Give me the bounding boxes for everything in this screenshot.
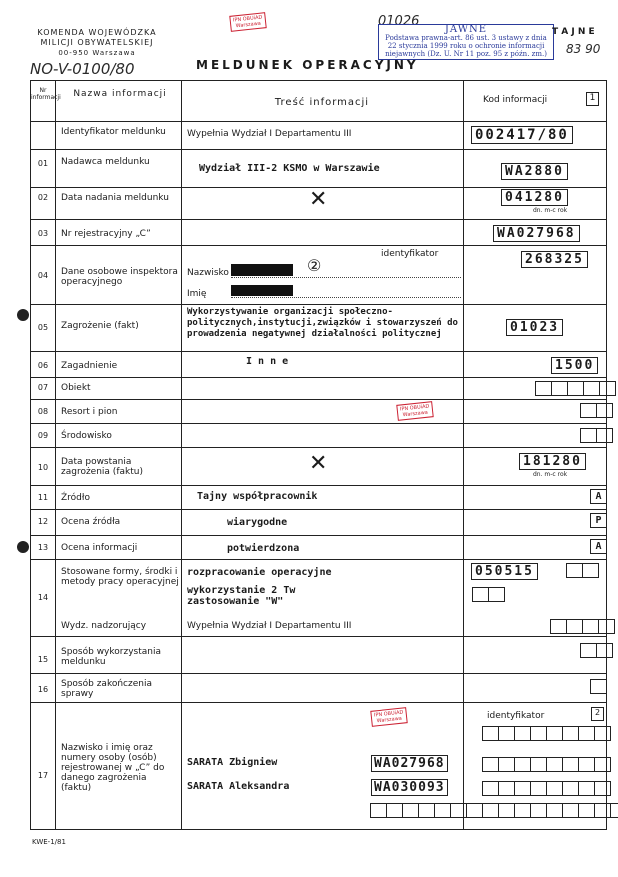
row-11-content: Tajny współpracownik: [197, 491, 318, 502]
document-title: MELDUNEK OPERACYJNY: [196, 58, 419, 72]
row-12-code: P: [590, 513, 607, 528]
row-16-code-box: [591, 679, 607, 694]
row-14-supervisor-boxes: [551, 619, 615, 634]
org-header: [32, 28, 162, 58]
row-07-num: 07: [37, 383, 49, 392]
row-09-num: 09: [37, 431, 49, 440]
handwritten-right: 83 90: [566, 42, 601, 56]
row-08-label: Resort i pion: [61, 407, 118, 417]
row-17-num: 17: [37, 771, 49, 780]
row-14-content-2: wykorzystanie 2 Tw: [187, 585, 296, 596]
ipn-stamp-top: IPN OBUiAD Warszawa: [229, 12, 266, 32]
row-11-code-box: [591, 489, 607, 504]
row-05-num: 05: [37, 323, 49, 332]
row-15-num: 15: [37, 655, 49, 664]
form-code: KWE-1/81: [32, 838, 66, 846]
row-13-code: A: [590, 539, 607, 554]
row-10-label: Data powstania zagrożenia (faktu): [61, 457, 143, 477]
row-12-label: Ocena źródła: [61, 517, 121, 527]
row-12-code-box: [591, 513, 607, 528]
row-id-code: 002417/80: [471, 126, 573, 144]
row-17-label: Nazwisko i imię oraz numery osoby (osób) rejestrowanej w „C” do danego zagrożenia (faktu): [61, 743, 165, 793]
row-04-num: 04: [37, 271, 49, 280]
org-line-1: KOMENDA WOJEWÓDZKA: [37, 28, 157, 37]
ipn-stamp-bottom: IPN OBUiAD Warszawa: [370, 707, 407, 727]
row-10-num: 10: [37, 463, 49, 472]
form-grid: [30, 80, 607, 830]
row-17-ident-num: 2: [591, 707, 604, 721]
person-2-name: SARATA Aleksandra: [187, 781, 290, 792]
row-13-content: potwierdzona: [227, 543, 300, 554]
row-14-content-3: zastosowanie "W": [187, 596, 284, 607]
col-code-header: Kod informacji: [483, 95, 548, 105]
row-04-label: Dane osobowe inspektora operacyjnego: [61, 267, 178, 287]
ipn-stamp-middle: IPN OBUiAD Warszawa: [396, 401, 433, 421]
row-16-num: 16: [37, 685, 49, 694]
row-01-num: 01: [37, 159, 49, 168]
jawne-title: JAWNE: [444, 24, 488, 35]
row-13-code-box: [591, 539, 607, 554]
jawne-stamp: [378, 24, 554, 60]
row-04-ident-label: identyfikator: [381, 249, 439, 259]
tajne-label: T A J N E: [552, 27, 595, 37]
cross-mark-02: ✕: [309, 187, 328, 212]
col-content-header: Treść informacji: [274, 97, 370, 108]
row-05-content: Wykorzystywanie organizacji społeczno-politycznych,instytucji,związków i stowarzyszeń do prowadzenia negatywnej działalności politycznej: [187, 307, 458, 339]
row-10-code-sub: dn. m-c rok: [533, 471, 568, 478]
row-03-code: WA027968: [493, 225, 580, 242]
org-line-2: MILICJI OBYWATELSKIEJ: [40, 38, 154, 47]
row-16-label: Sposób zakończenia sprawy: [61, 679, 152, 699]
row-14-content: rozpracowanie operacyjne: [187, 567, 332, 578]
row-01-content: Wydział III-2 KSMO w Warszawie: [199, 163, 380, 174]
row-10-code: 181280: [519, 453, 586, 470]
row-14-code-boxes-b: [473, 587, 505, 602]
redaction-name: [231, 285, 293, 296]
row-14-code: 050515: [471, 563, 538, 580]
person-3-boxes: [371, 803, 618, 818]
circled-number: ②: [307, 256, 322, 275]
person-2-extra-boxes: [483, 781, 611, 796]
jawne-text: Podstawa prawna-art. 86 ust. 3 ustawy z dnia 22 stycznia 1999 roku o ochronie informacji niejawnych (Dz. U. Nr 11 poz. 95 z późn. zm.): [385, 34, 547, 58]
row-09-label: Środowisko: [61, 431, 112, 441]
row-06-code: 1500: [551, 357, 598, 374]
row-03-num: 03: [37, 229, 49, 238]
handwritten-number: 01026: [378, 14, 420, 29]
row-05-code: 01023: [506, 319, 563, 336]
row-04-code: 268325: [521, 251, 588, 268]
col-nr-header: Nr informacji: [31, 87, 61, 101]
row-14-label: Stosowane formy, środki i metody pracy operacyjnej: [61, 567, 179, 587]
row-07-code-boxes: [536, 381, 616, 396]
row-09-code-boxes: [581, 428, 613, 443]
punch-hole-top: [17, 309, 29, 321]
row-07-label: Obiekt: [61, 383, 91, 393]
row-11-num: 11: [37, 493, 49, 502]
row-11-code: A: [590, 489, 607, 504]
redaction-surname: [231, 264, 293, 276]
row-02-code-sub: dn. m-c rok: [533, 207, 568, 214]
row-01-code: WA2880: [501, 163, 568, 180]
row-05-label: Zagrożenie (fakt): [61, 321, 139, 331]
person-1-extra-boxes: [483, 757, 611, 772]
row-04-surname-label: Nazwisko: [187, 268, 229, 278]
row-03-label: Nr rejestracyjny „C”: [61, 229, 151, 239]
page-number-box: 1: [586, 92, 599, 106]
row-08-num: 08: [37, 407, 49, 416]
row-15-code-boxes: [581, 643, 613, 658]
row-02-num: 02: [37, 193, 49, 202]
row-14-code-boxes-a: [567, 563, 599, 578]
row-id-label: Identyfikator meldunku: [61, 127, 166, 137]
row-06-label: Zagadnienie: [61, 361, 118, 371]
row-14-supervisor-label: Wydz. nadzorujący: [61, 621, 147, 631]
org-line-3: 00-950 Warszawa: [58, 49, 136, 57]
row-01-label: Nadawca meldunku: [61, 157, 150, 167]
row-06-content: I n n e: [246, 356, 289, 367]
row-17-ident-label: identyfikator: [487, 711, 545, 721]
row-13-num: 13: [37, 543, 49, 552]
cross-mark-10: ✕: [309, 451, 328, 476]
row-04-name-label: Imię: [187, 289, 207, 299]
person-1-name: SARATA Zbigniew: [187, 757, 278, 768]
col-name-header: Nazwa informacji: [73, 89, 167, 99]
row-13-label: Ocena informacji: [61, 543, 138, 553]
row-11-label: Źródło: [61, 493, 90, 503]
row-08-code-boxes: [581, 403, 613, 418]
row-12-num: 12: [37, 517, 49, 526]
row-12-content: wiarygodne: [227, 517, 288, 528]
row-02-code: 041280: [501, 189, 568, 206]
handwritten-ref: NO-V-0100/80: [30, 60, 135, 78]
row-17-ident-boxes: [483, 726, 611, 741]
row-02-label: Data nadania meldunku: [61, 193, 169, 203]
row-06-num: 06: [37, 361, 49, 370]
row-id-content: Wypełnia Wydział I Departamentu III: [187, 129, 352, 139]
punch-hole-bottom: [17, 541, 29, 553]
row-15-label: Sposób wykorzystania meldunku: [61, 647, 161, 667]
row-14-num: 14: [37, 593, 49, 602]
person-1-code: WA027968: [371, 755, 448, 772]
row-14-supervisor-content: Wypełnia Wydział I Departamentu III: [187, 621, 352, 631]
person-2-code: WA030093: [371, 779, 448, 796]
